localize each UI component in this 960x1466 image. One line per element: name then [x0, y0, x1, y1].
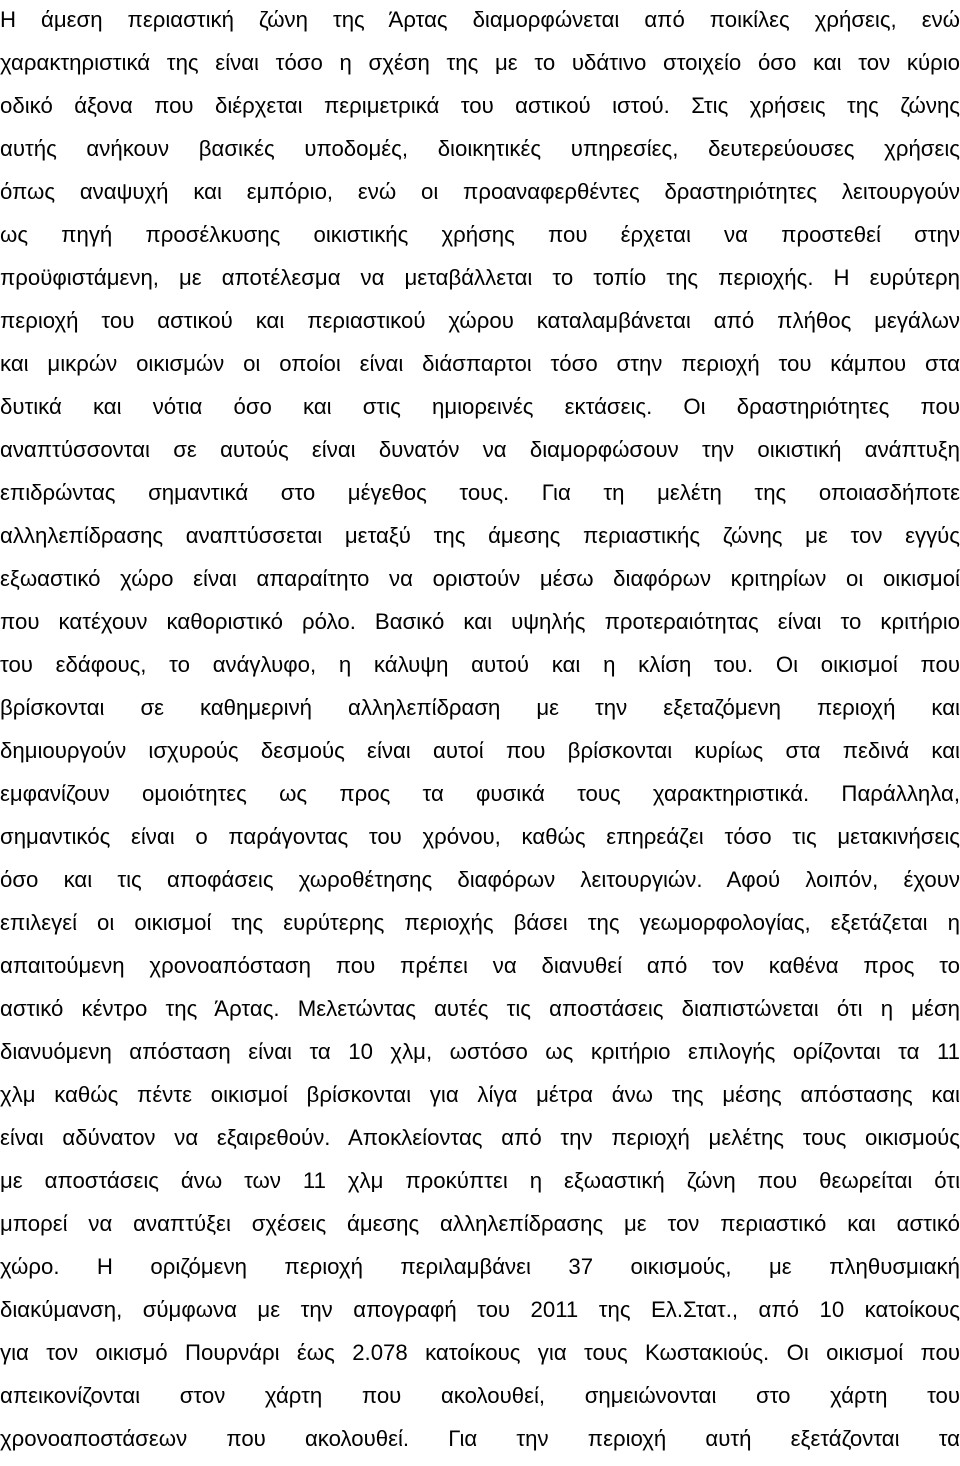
text-line: όπως αναψυχή και εμπόριο, ενώ οι προαναφερθέντες δραστηριότητες λειτουργούν — [0, 179, 960, 204]
text-line: αναπτύσσονται σε αυτούς είναι δυνατόν να διαμορφώσουν την οικιστική ανάπτυξη — [0, 437, 960, 462]
text-line: και μικρών οικισμών οι οποίοι είναι διάσπαρτοι τόσο στην περιοχή του κάμπου στα — [0, 351, 960, 376]
text-line: επιδρώντας σημαντικά στο μέγεθος τους. Για τη μελέτη της οποιασδήποτε — [0, 480, 960, 505]
text-line: μπορεί να αναπτύξει σχέσεις άμεσης αλληλεπίδρασης με τον περιαστικό και αστικό — [0, 1211, 960, 1236]
text-line: προϋφιστάμενη, με αποτέλεσμα να μεταβάλλεται το τοπίο της περιοχής. Η ευρύτερη — [0, 265, 960, 290]
text-line: χώρο. Η οριζόμενη περιοχή περιλαμβάνει 37 οικισμούς, με πληθυσμιακή — [0, 1254, 960, 1279]
text-line: δυτικά και νότια όσο και στις ημιορεινές εκτάσεις. Οι δραστηριότητες που — [0, 394, 960, 419]
text-line: του εδάφους, το ανάγλυφο, η κάλυψη αυτού και η κλίση του. Οι οικισμοί που — [0, 652, 960, 677]
text-line: βρίσκονται σε καθημερινή αλληλεπίδραση με την εξεταζόμενη περιοχή και — [0, 695, 960, 720]
text-line: αστικό κέντρο της Άρτας. Μελετώντας αυτές τις αποστάσεις διαπιστώνεται ότι η μέση — [0, 996, 960, 1021]
text-line: χαρακτηριστικά της είναι τόσο η σχέση της με το υδάτινο στοιχείο όσο και τον κύριο — [0, 50, 960, 75]
text-line: για τον οικισμό Πουρνάρι έως 2.078 κατοίκους για τους Κωστακιούς. Οι οικισμοί που — [0, 1340, 960, 1365]
text-line: διακύμανση, σύμφωνα με την απογραφή του 2011 της Ελ.Στατ., από 10 κατοίκους — [0, 1297, 960, 1322]
text-line: όσο και τις αποφάσεις χωροθέτησης διαφόρων λειτουργιών. Αφού λοιπόν, έχουν — [0, 867, 960, 892]
text-line: απαιτούμενη χρονοαπόσταση που πρέπει να διανυθεί από τον καθένα προς το — [0, 953, 960, 978]
text-line: οδικό άξονα που διέρχεται περιμετρικά του αστικού ιστού. Στις χρήσεις της ζώνης — [0, 93, 960, 118]
text-line: διανυόμενη απόσταση είναι τα 10 χλμ, ωστόσο ως κριτήριο επιλογής ορίζονται τα 11 — [0, 1039, 960, 1064]
text-line: επιλεγεί οι οικισμοί της ευρύτερης περιοχής βάσει της γεωμορφολογίας, εξετάζεται η — [0, 910, 960, 935]
text-line: εξωαστικό χώρο είναι απαραίτητο να οριστούν μέσω διαφόρων κριτηρίων οι οικισμοί — [0, 566, 960, 591]
text-line: Η άμεση περιαστική ζώνη της Άρτας διαμορφώνεται από ποικίλες χρήσεις, ενώ — [0, 7, 960, 32]
text-line: εμφανίζουν ομοιότητες ως προς τα φυσικά τους χαρακτηριστικά. Παράλληλα, — [0, 781, 960, 806]
text-line: ως πηγή προσέλκυσης οικιστικής χρήσης που έρχεται να προστεθεί στην — [0, 222, 960, 247]
text-line: αυτής ανήκουν βασικές υποδομές, διοικητικές υπηρεσίες, δευτερεύουσες χρήσεις — [0, 136, 960, 161]
text-line: σημαντικός είναι ο παράγοντας του χρόνου, καθώς επηρεάζει τόσο τις μετακινήσεις — [0, 824, 960, 849]
text-line: είναι αδύνατον να εξαιρεθούν. Αποκλείοντας από την περιοχή μελέτης τους οικισμούς — [0, 1125, 960, 1150]
text-line: απεικονίζονται στον χάρτη που ακολουθεί, σημειώνονται στο χάρτη του — [0, 1383, 960, 1408]
text-line: δημιουργούν ισχυρούς δεσμούς είναι αυτοί που βρίσκονται κυρίως στα πεδινά και — [0, 738, 960, 763]
text-line: χρονοαποστάσεων που ακολουθεί. Για την περιοχή αυτή εξετάζονται τα — [0, 1426, 960, 1451]
text-line: χλμ καθώς πέντε οικισμοί βρίσκονται για λίγα μέτρα άνω της μέσης απόστασης και — [0, 1082, 960, 1107]
text-line: που κατέχουν καθοριστικό ρόλο. Βασικό και υψηλής προτεραιότητας είναι το κριτήριο — [0, 609, 960, 634]
text-line: περιοχή του αστικού και περιαστικού χώρου καταλαμβάνεται από πλήθος μεγάλων — [0, 308, 960, 333]
text-line: με αποστάσεις άνω των 11 χλμ προκύπτει η εξωαστική ζώνη που θεωρείται ότι — [0, 1168, 960, 1193]
text-line: αλληλεπίδρασης αναπτύσσεται μεταξύ της άμεσης περιαστικής ζώνης με τον εγγύς — [0, 523, 960, 548]
